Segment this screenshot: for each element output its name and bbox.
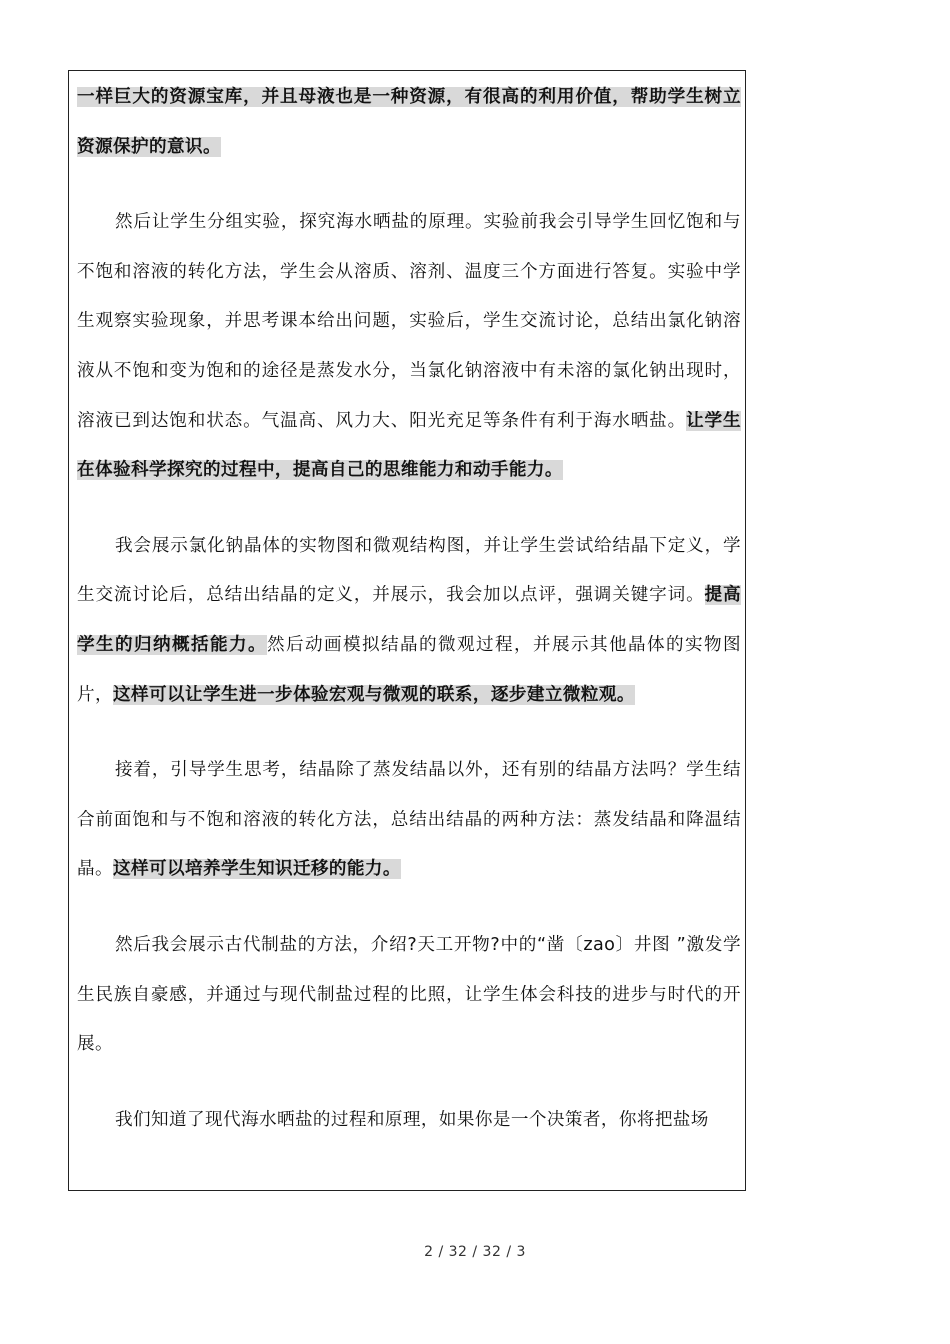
highlighted-text: 提高学生的归纳概括能力。 [77, 585, 741, 655]
document-frame [68, 70, 746, 1191]
paragraph-decision-maker [77, 1096, 741, 1146]
paragraph-gap [77, 172, 741, 198]
page-number: 2 / 32 / 32 / 3 [424, 1244, 526, 1260]
paragraph-text: 我们知道了现代海水晒盐的过程和原理，如果你是一个决策者，你将把盐场 [115, 1109, 709, 1130]
paragraph-text: 然后我会展示古代制盐的方法，介绍?天工开物?中的“凿〔zao〕井图 ”激发学生民族自豪感，并通过与现代制盐过程的比照，让学生体会科技的进步与时代的开展。 [77, 934, 741, 1055]
paragraph-gap [77, 720, 741, 746]
paragraph-experiment [77, 198, 741, 496]
document-content [77, 73, 741, 1145]
paragraph-gap [77, 895, 741, 921]
paragraph-crystallization-methods [77, 746, 741, 895]
paragraph-crystal [77, 522, 741, 720]
highlighted-text: 这样可以让学生进一步体验宏观与微观的联系，逐步建立微粒观。 [113, 684, 635, 705]
highlighted-text: 让学生在体验科学探究的过程中，提高自己的思维能力和动手能力。 [77, 410, 741, 481]
paragraph-gap [77, 1070, 741, 1096]
paragraph-gap [77, 496, 741, 522]
paragraph-text: 我会展示氯化钠晶体的实物图和微观结构图，并让学生尝试给结晶下定义，学生交流讨论后，总结出结晶的定义，并展示，我会加以点评，强调关键字词。 [77, 535, 741, 606]
paragraph-text: 接着，引导学生思考，结晶除了蒸发结晶以外，还有别的结晶方法吗？学生结合前面饱和与不饱和溶液的转化方法，总结出结晶的两种方法：蒸发结晶和降温结晶。 [77, 760, 741, 880]
highlighted-text: 一样巨大的资源宝库，并且母液也是一种资源，有很高的利用价值，帮助学生树立资源保护的意识。 [77, 87, 741, 157]
paragraph-resource-summary [77, 73, 741, 172]
paragraph-ancient-salt [77, 921, 741, 1070]
highlighted-text: 这样可以培养学生知识迁移的能力。 [113, 859, 401, 880]
paragraph-text: 然后动画模拟结晶的微观过程，并展示其他晶体的实物图片， [77, 634, 741, 705]
paragraph-text: 然后让学生分组实验，探究海水晒盐的原理。实验前我会引导学生回忆饱和与不饱和溶液的转化方法，学生会从溶质、溶剂、温度三个方面进行答复。实验中学生观察实验现象，并思考课本给出问题，实验后，学生交流讨论，总结出氯化钠溶液从不饱和变为饱和的途径是蒸发水分，当氯化钠溶液中有未溶的氯化钠出现时，溶液已到达饱和状态。气温高、风力大、阳光充足等条件有利于海水晒盐。 [77, 212, 741, 431]
